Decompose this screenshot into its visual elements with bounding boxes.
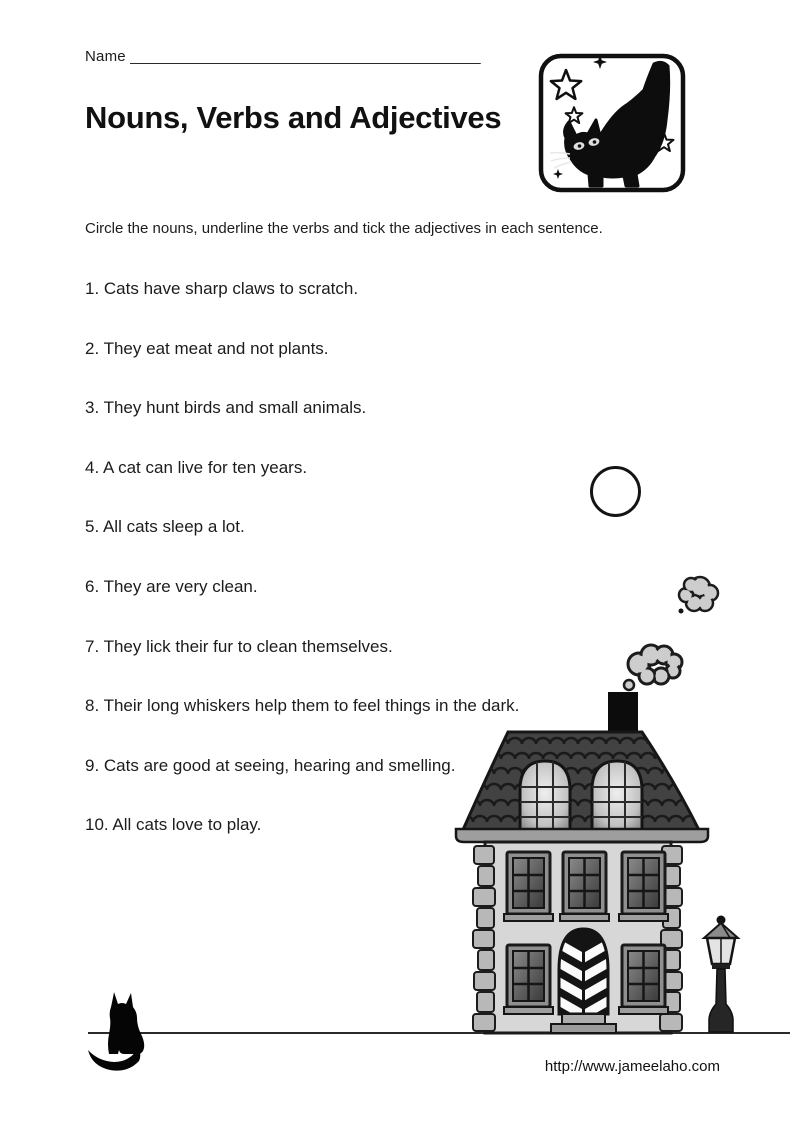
cat-pupil [593, 140, 597, 144]
sentence-item: 6. They are very clean. [85, 576, 258, 596]
lower-window [504, 945, 553, 1014]
black-cat-stamp-illustration [536, 50, 688, 196]
sentence-item: 1. Cats have sharp claws to scratch. [85, 279, 359, 298]
upper-window [560, 852, 609, 921]
cat-body [108, 992, 144, 1054]
moon-circle [590, 466, 641, 517]
name-row [85, 48, 481, 65]
dormer-window [592, 761, 642, 832]
street-lamp [704, 916, 738, 1033]
cat-pupil [578, 144, 582, 148]
page-title: Nouns, Verbs and Adjectives [85, 100, 502, 135]
smoke-puff-icon [674, 574, 722, 620]
sentence-item: 2. They eat meat and not plants. [85, 338, 329, 358]
upper-window [504, 852, 553, 921]
sentence-item: 5. All cats sleep a lot. [85, 517, 245, 537]
sentence-item: 9. Cats are good at seeing, hearing and smelling. [85, 755, 456, 775]
footer-url: http://www.jameelaho.com [544, 1058, 720, 1075]
sitting-cat-silhouette [84, 990, 162, 1078]
name-label: Name [85, 48, 126, 65]
roof [445, 732, 711, 832]
dormer-window [520, 761, 570, 832]
sentence-item: 3. They hunt birds and small animals. [85, 398, 367, 418]
sentence-item: 8. Their long whiskers help them to feel things in the dark. [85, 696, 520, 716]
upper-window [619, 852, 668, 921]
chimney-smoke [618, 645, 683, 698]
house-illustration [440, 640, 760, 1035]
instruction-text: Circle the nouns, underline the verbs and tick the adjectives in each sentence. [85, 220, 603, 237]
lower-window [619, 945, 668, 1014]
sentence-item: 4. A cat can live for ten years. [85, 457, 308, 477]
eave-band [456, 829, 708, 842]
name-blank-line: __________________________________________ [130, 48, 481, 65]
sentence-item: 10. All cats love to play. [85, 815, 262, 835]
sentence-item: 7. They lick their fur to clean themselves. [85, 636, 393, 656]
